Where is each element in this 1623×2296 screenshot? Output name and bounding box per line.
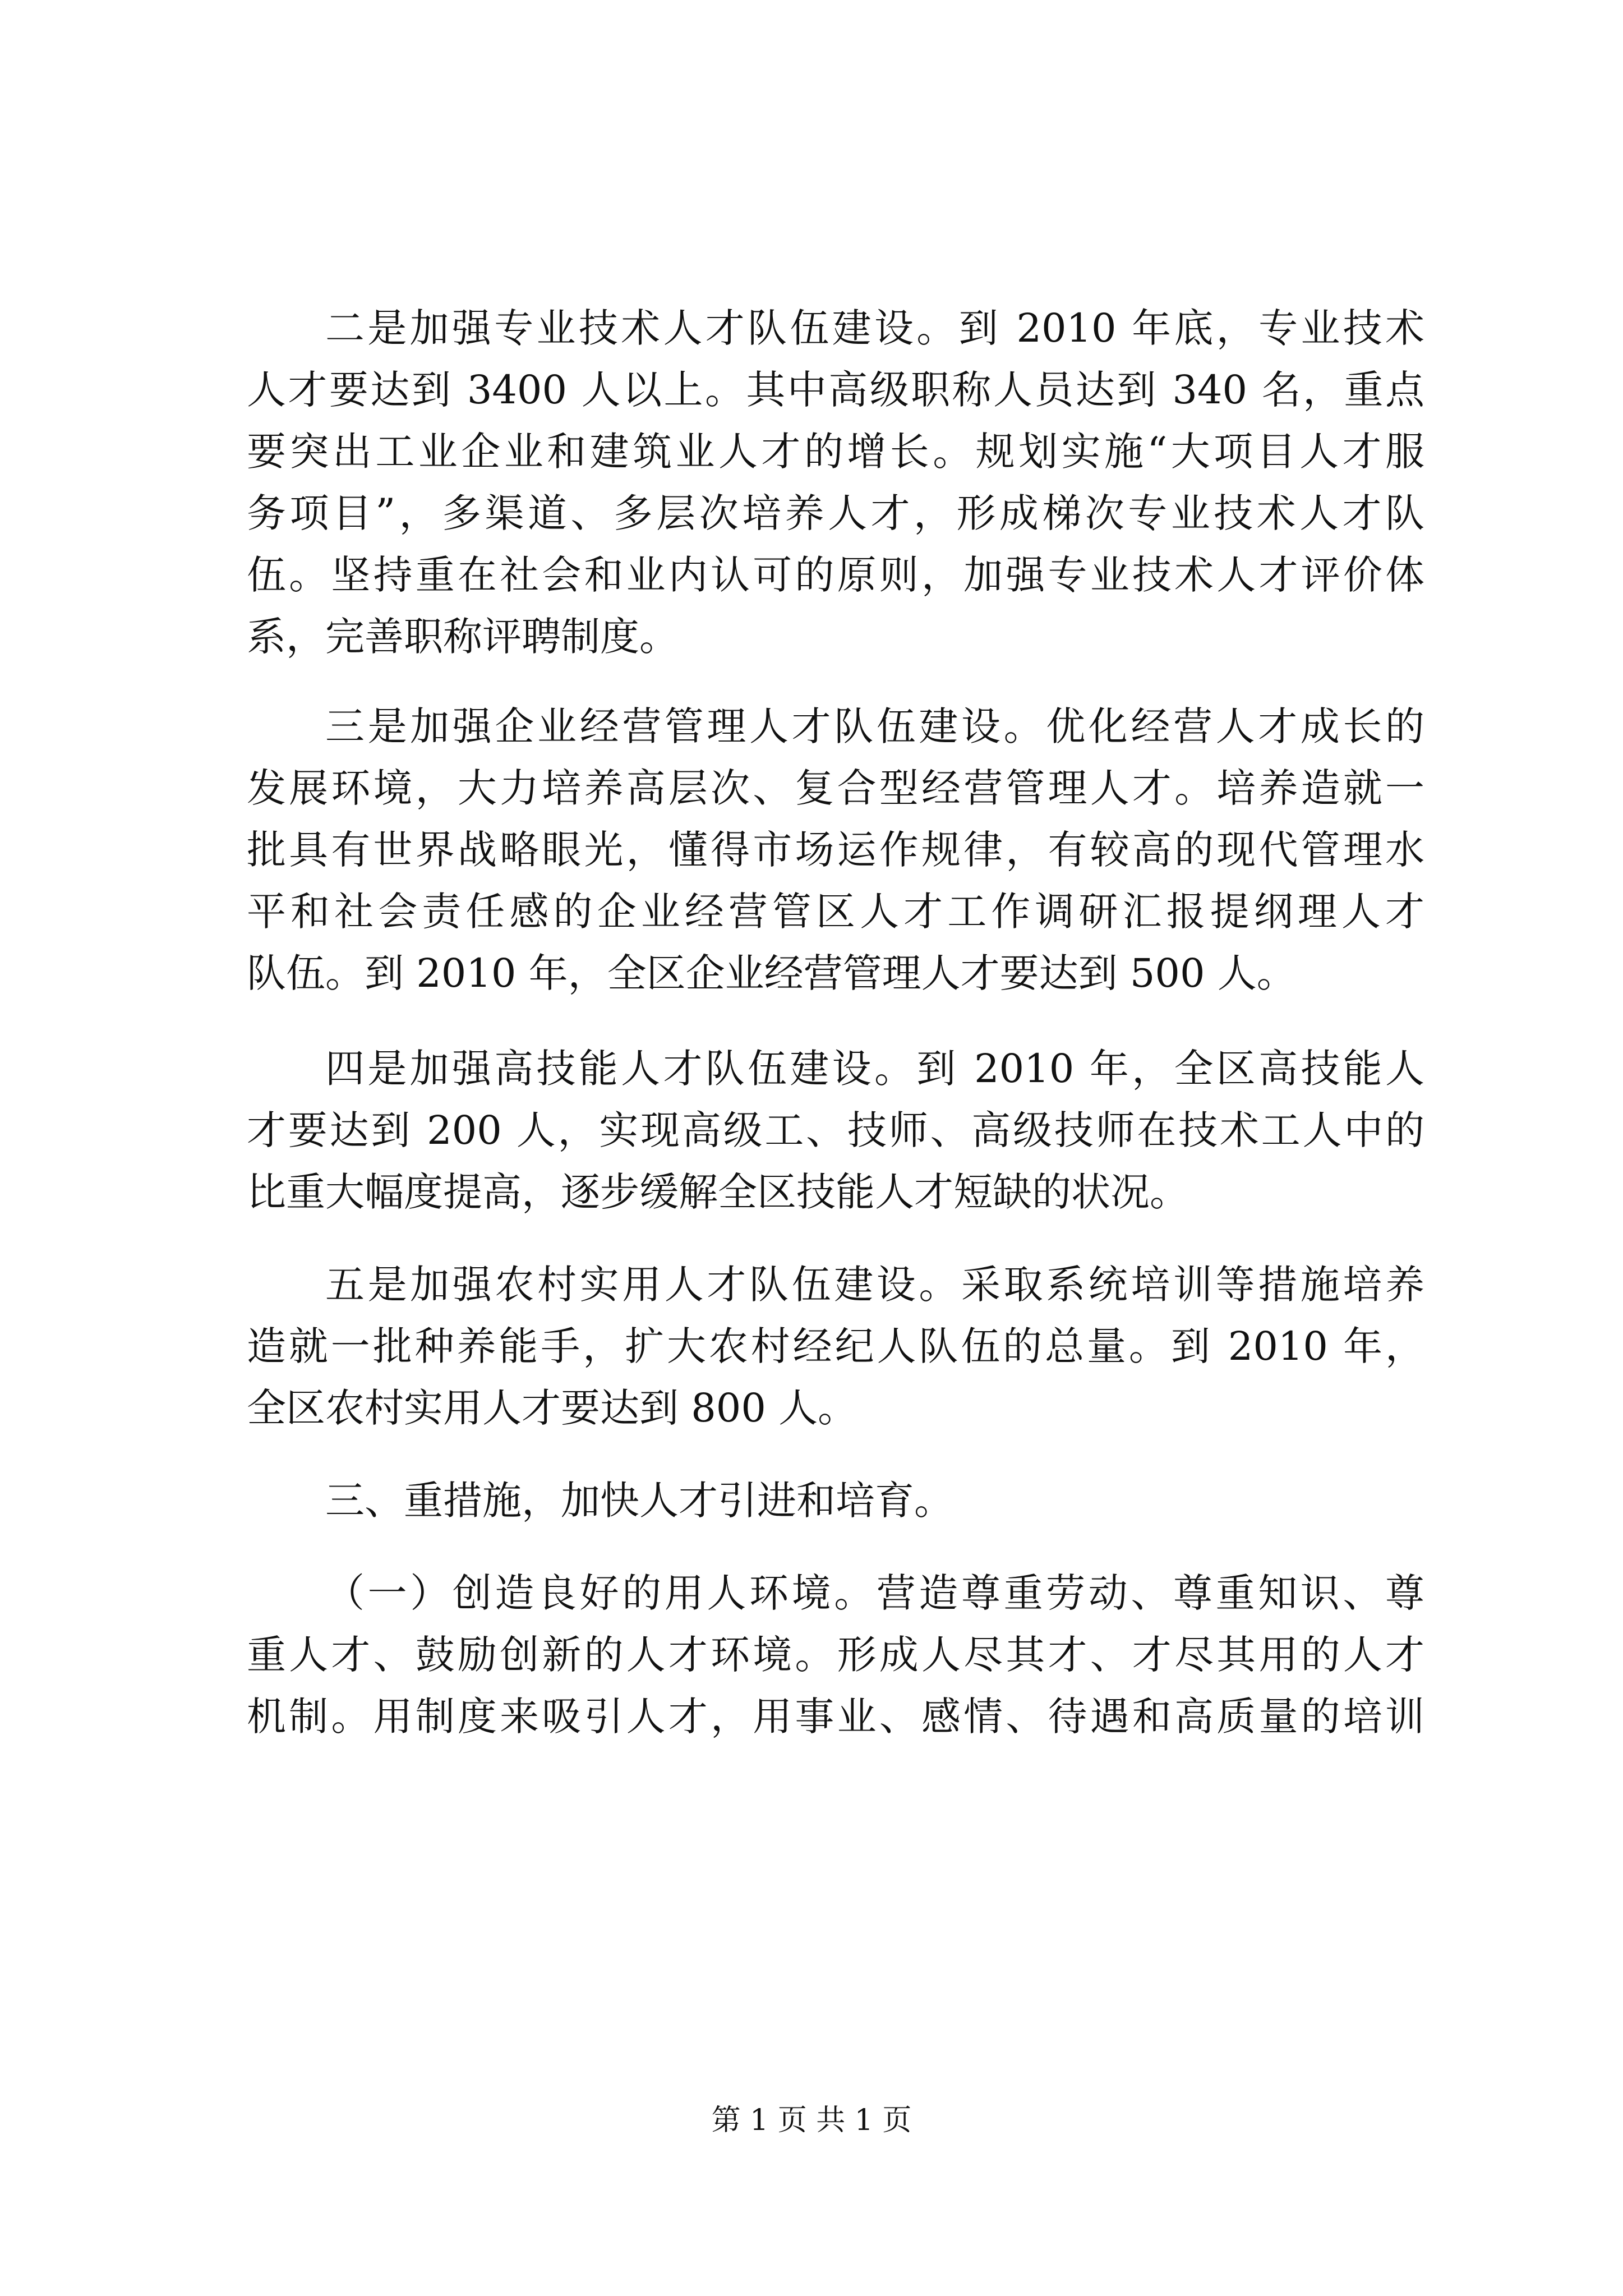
document-body	[247, 0, 1424, 2076]
section-heading: 三、重措施，加快人才引进和培育。	[325, 1478, 953, 1524]
paragraph-3-line-1: 四是加强高技能人才队伍建设。到 2010 年，全区高技能人	[325, 1046, 1424, 1092]
paragraph-5-line-3: 机制。用制度来吸引人才，用事业、感情、待遇和高质量的培训	[247, 1694, 1424, 1740]
paragraph-1-line-3: 要突出工业企业和建筑业人才的增长。规划实施“大项目人才服	[247, 429, 1424, 475]
paragraph-5-line-1: （一）创造良好的用人环境。营造尊重劳动、尊重知识、尊	[325, 1570, 1424, 1616]
paragraph-1-line-6: 系，完善职称评聘制度。	[247, 614, 679, 660]
paragraph-4-line-2: 造就一批种养能手，扩大农村经纪人队伍的总量。到 2010 年，	[247, 1323, 1424, 1369]
paragraph-2-line-3: 批具有世界战略眼光，懂得市场运作规律，有较高的现代管理水	[247, 827, 1424, 873]
paragraph-5-line-2: 重人才、鼓励创新的人才环境。形成人尽其才、才尽其用的人才	[247, 1632, 1424, 1678]
paragraph-2-line-4: 平和社会责任感的企业经营管区人才工作调研汇报提纲理人才	[247, 889, 1424, 935]
paragraph-4-line-1: 五是加强农村实用人才队伍建设。采取系统培训等措施培养	[325, 1262, 1424, 1308]
page-footer: 第 1 页 共 1 页	[711, 2104, 912, 2137]
paragraph-1-line-4: 务项目”，多渠道、多层次培养人才，形成梯次专业技术人才队	[247, 490, 1424, 536]
paragraph-3-line-3: 比重大幅度提高，逐步缓解全区技能人才短缺的状况。	[247, 1169, 1189, 1215]
paragraph-2-line-2: 发展环境，大力培养高层次、复合型经营管理人才。培养造就一	[247, 765, 1424, 811]
paragraph-1-line-1: 二是加强专业技术人才队伍建设。到 2010 年底，专业技术	[325, 305, 1424, 351]
paragraph-1-line-5: 伍。坚持重在社会和业内认可的原则，加强专业技术人才评价体	[247, 552, 1424, 598]
paragraph-3-line-2: 才要达到 200 人，实现高级工、技师、高级技师在技术工人中的	[247, 1107, 1424, 1153]
paragraph-4-line-3: 全区农村实用人才要达到 800 人。	[247, 1385, 857, 1431]
paragraph-2-line-1: 三是加强企业经营管理人才队伍建设。优化经营人才成长的	[325, 703, 1424, 749]
paragraph-1-line-2: 人才要达到 3400 人以上。其中高级职称人员达到 340 名，重点	[247, 367, 1424, 413]
paragraph-2-line-5: 队伍。到 2010 年，全区企业经营管理人才要达到 500 人。	[247, 950, 1296, 996]
